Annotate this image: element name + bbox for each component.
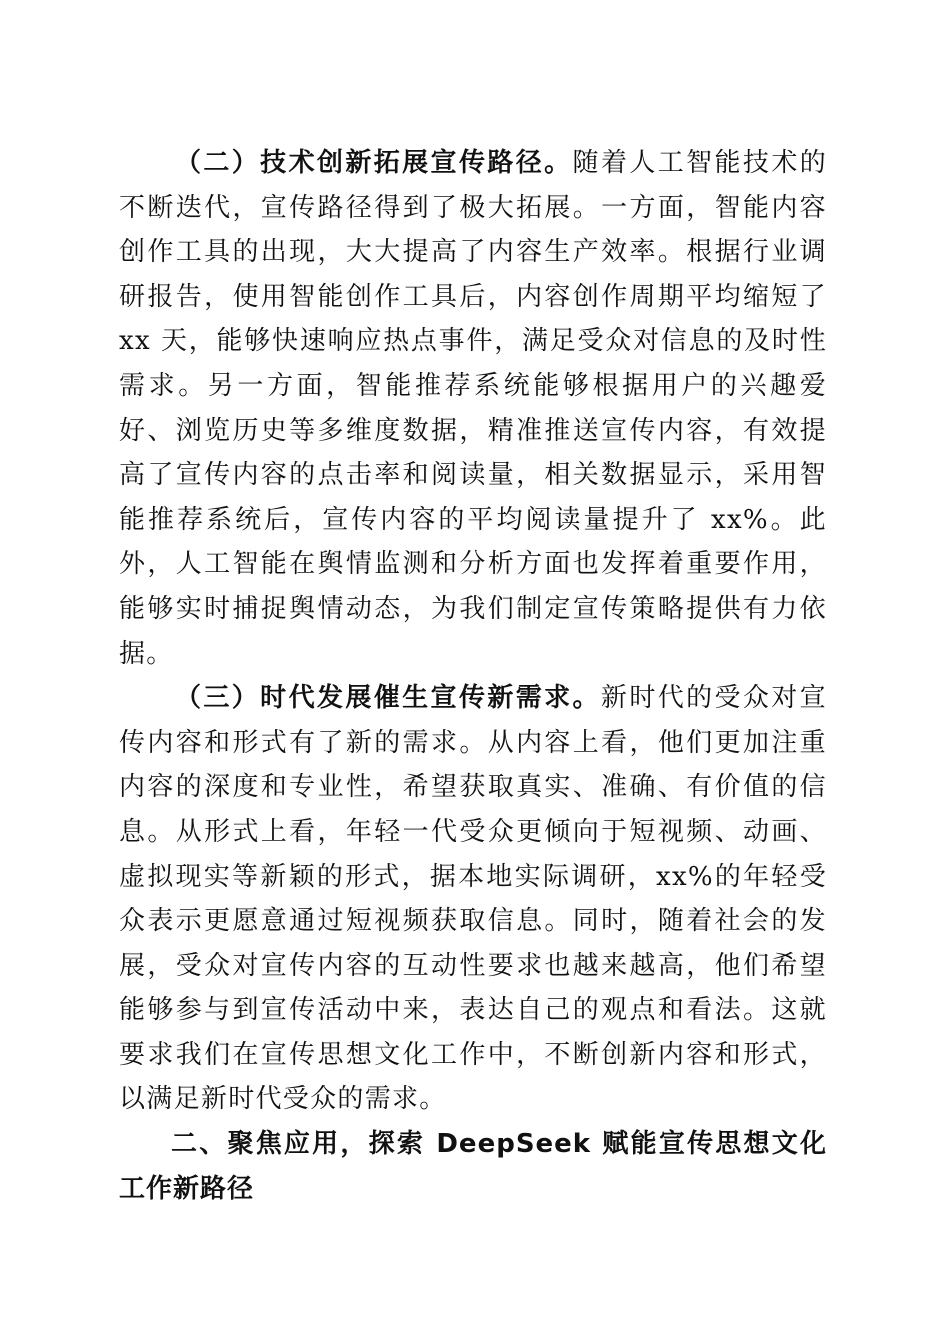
document-page bbox=[119, 141, 827, 1211]
paragraph-lead-heading: （三）时代发展催生宣传新需求。 bbox=[175, 683, 601, 714]
paragraph-body-text: 新时代的受众对宣传内容和形式有了新的需求。从内容上看，他们更加注重内容的深度和专业性，希望获取真实、准确、有价值的信息。从形式上看，年轻一代受众更倾向于短视频、动画、虚拟现实等新颖的形式，据本地实际调研，xx%的年轻受众表示更愿意通过短视频获取信息。同时，随着社会的发展，受众对宣传内容的互动性要求也越来越高，他们希望能够参与到宣传活动中来，表达自己的观点和看法。这就要求我们在宣传思想文化工作中，不断创新内容和形式，以满足新时代受众的需求。 bbox=[119, 683, 827, 1115]
section-heading: 二、聚焦应用，探索 DeepSeek 赋能宣传思想文化工作新路径 bbox=[119, 1129, 827, 1204]
paragraph-body-text: 随着人工智能技术的不断迭代，宣传路径得到了极大拓展。一方面，智能内容创作工具的出现，大大提高了内容生产效率。根据行业调研报告，使用智能创作工具后，内容创作周期平均缩短了 xx 天，能够快速响应热点事件，满足受众对信息的及时性需求。另一方面，智能推荐系统能够根据用户的兴趣爱好、浏览历史等多维度数据，精准推送宣传内容，有效提高了宣传内容的点击率和阅读量，相关数据显示，采用智能推荐系统后，宣传内容的平均阅读量提升了 xx%。此外，人工智能在舆情监测和分析方面也发挥着重要作用，能够实时捕捉舆情动态，为我们制定宣传策略提供有力依据。 bbox=[119, 148, 828, 669]
paragraph-lead-heading: （二）技术创新拓展宣传路径。 bbox=[175, 148, 573, 178]
paragraph-tech-innovation bbox=[119, 141, 827, 676]
paragraph-new-demands bbox=[119, 676, 827, 1122]
